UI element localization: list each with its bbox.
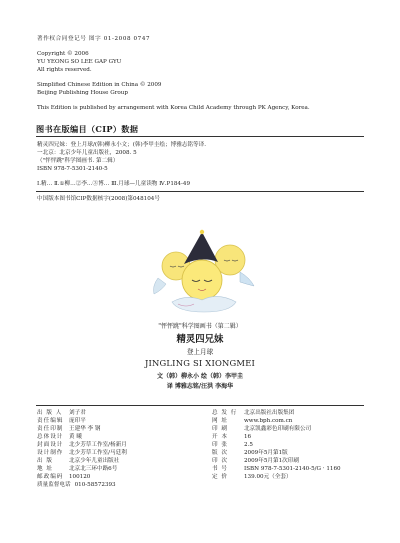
sprite-left-wing [154, 278, 167, 294]
credit-row [212, 418, 292, 426]
credit-label: 总体设计 [37, 434, 64, 440]
credit-label: 印 次 [212, 458, 228, 464]
wizard-hat-icon [184, 232, 218, 264]
credit-row [37, 482, 116, 490]
credit-value: 北京出版社出版集团 [244, 410, 295, 416]
edition-line: Beijing Publishing House Group [37, 90, 128, 96]
cip-line: （"怦怦跳"科学图画书. 第二辑） [37, 158, 119, 164]
cip-heading: 图书在版编目（CIP）数据 [36, 124, 139, 134]
credit-value: 100120 [69, 474, 91, 480]
credit-value: 北京北三环中路6号 [69, 466, 118, 472]
credit-value: 2.5 [244, 442, 253, 448]
credit-row [212, 410, 294, 418]
credit-value: 北京少年儿童出版社 [69, 458, 120, 464]
hat-star-icon [200, 230, 204, 234]
credit-row [37, 426, 101, 434]
credits-top-rule [36, 405, 364, 406]
credit-label: 出 版 人 [37, 410, 63, 416]
series-title: "怦怦跳"科学图画书（第二辑） [158, 323, 242, 330]
copyright-registration: 著作权合同登记号 图字 01-2008 0747 [37, 36, 151, 42]
credit-value: 010-58572393 [74, 482, 116, 488]
credit-row [37, 442, 127, 450]
credit-row [37, 474, 90, 482]
credit-row [37, 450, 127, 458]
arrangement-note: This Edition is published by arrangement with Korea Child Academy through PK Agency, Korea. [37, 105, 310, 111]
credit-value: 刘子君 [69, 410, 86, 416]
edition-line: Simplified Chinese Edition in China © 2009 [37, 82, 162, 88]
credit-value: www.bph.com.cn [244, 418, 293, 424]
credit-label: 网 址 [212, 418, 228, 424]
credit-row [37, 458, 119, 466]
credit-row [212, 426, 311, 434]
sprite-right-cloud [240, 272, 254, 286]
credit-value: 北京凯鑫彩色印刷有限公司 [244, 426, 312, 432]
credit-value: 16 [244, 434, 252, 440]
book-title: 精灵四兄妹 [176, 334, 224, 345]
copyright-line: Copyright © 2006 [37, 51, 89, 57]
credit-row [212, 466, 341, 474]
credit-row [212, 450, 288, 458]
credit-label: 印 张 [212, 442, 228, 448]
credit-row [212, 474, 292, 482]
credit-label: 责任印制 [37, 426, 64, 432]
credit-value: 庞印平 [69, 418, 86, 424]
moon-sprites-illustration [148, 226, 260, 318]
cip-line: 精灵四兄妹：登上月球/(韩)柳永小文；(韩)李甲圭绘；博雅志铭等译. [37, 142, 207, 148]
book-authors: 文（韩）柳永小 绘（韩）李甲圭 [156, 373, 244, 380]
cip-top-rule [36, 136, 364, 137]
credit-value: 139.00元（全套） [244, 474, 292, 480]
cloud-blanket [172, 296, 236, 312]
credit-row [37, 410, 86, 418]
book-subtitle: 登上月球 [186, 348, 214, 356]
cip-bottom-rule [36, 191, 364, 192]
credit-row [37, 418, 86, 426]
credit-value: 北少芳草工作室/马廷利 [69, 450, 127, 456]
cip-core-number: 中国版本图书馆CIP数据核字(2008)第048104号 [37, 196, 160, 202]
credit-row [37, 466, 117, 474]
copyright-line: YU YEONG SO LEE GAP GYU [37, 59, 122, 65]
credit-label: 设计制作 [37, 450, 64, 456]
credit-label: 开 本 [212, 434, 228, 440]
cip-line: 一北京：北京少年儿童出版社，2008. 5 [37, 150, 137, 156]
credit-label: 地 址 [37, 466, 53, 472]
credit-value: ISBN 978-7-5301-2140-5/G · 1160 [244, 466, 341, 472]
credit-row [212, 442, 253, 450]
cip-classification: Ⅰ.精… Ⅱ.①柳…②李…③博… Ⅲ.月球—儿童读物 Ⅳ.P184-49 [37, 181, 190, 187]
credit-label: 印 刷 [212, 426, 228, 432]
credit-label: 出 版 [37, 458, 53, 464]
credit-value: 北少芳草工作室/杨新月 [69, 442, 127, 448]
credit-label: 版 次 [212, 450, 228, 456]
copyright-line: All rights reserved. [37, 67, 92, 73]
book-translators: 译 博雅志铭/汪洪 李海华 [166, 383, 234, 390]
credit-label: 封面设计 [37, 442, 64, 448]
credit-label: 总 发 行 [212, 410, 238, 416]
sprite-center-head [182, 260, 222, 300]
credit-value: 王建华 李 钢 [69, 426, 101, 432]
credit-row [37, 434, 82, 442]
cip-line: ISBN 978-7-5301-2140-5 [37, 166, 108, 172]
credit-value: 2009年5月第1次印刷 [244, 458, 299, 464]
credit-label: 书 号 [212, 466, 228, 472]
credit-label: 质量监督电话 [37, 482, 71, 488]
credit-value: 2009年5月第1版 [244, 450, 288, 456]
credit-row [212, 458, 299, 466]
credit-value: 黄 曦 [69, 434, 82, 440]
credit-label: 邮政编码 [37, 474, 64, 480]
credit-label: 定 价 [212, 474, 228, 480]
credit-row [212, 434, 251, 442]
book-title-pinyin: JINGLING SI XIONGMEI [144, 358, 256, 368]
credit-label: 责任编辑 [37, 418, 64, 424]
